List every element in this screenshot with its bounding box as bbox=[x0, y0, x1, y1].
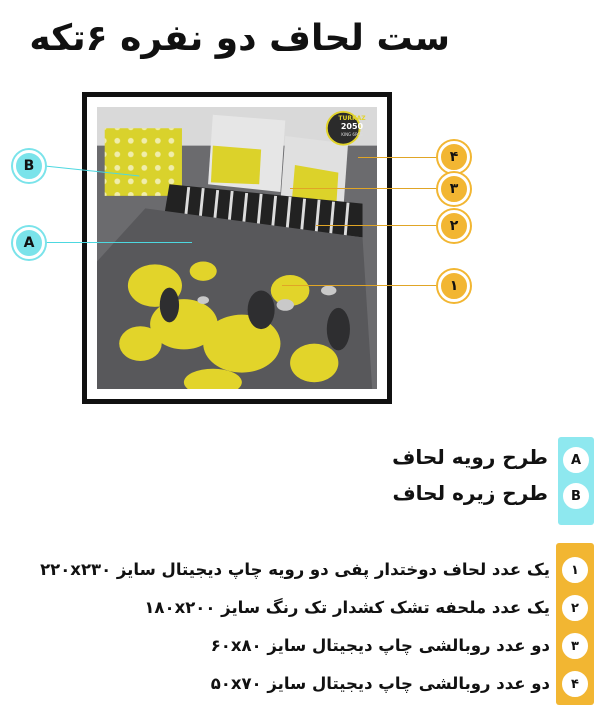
brand-badge bbox=[335, 115, 369, 139]
legend-marker-b: B bbox=[563, 483, 589, 509]
legend-ab-strip bbox=[558, 437, 594, 525]
legend-marker-2: ۲ bbox=[562, 595, 588, 621]
callout-marker-2: ۲ bbox=[438, 210, 470, 242]
callout-line-a bbox=[40, 242, 192, 243]
callout-marker-4: ۴ bbox=[438, 141, 470, 173]
legend-marker-4: ۴ bbox=[562, 671, 588, 697]
callout-marker-a: A bbox=[13, 227, 45, 259]
callout-line-2 bbox=[316, 225, 440, 226]
legend-text-2: یک عدد ملحفه تشک کشدار تک رنگ سایز ۱۸۰x۲۰۰ bbox=[144, 598, 550, 617]
product-photo-frame bbox=[82, 92, 392, 404]
callout-line-3 bbox=[290, 188, 440, 189]
brand-badge-name: TURKAZ bbox=[338, 115, 366, 122]
brand-badge-sub: KING 6PCS bbox=[341, 132, 363, 137]
legend-text-b: طرح زیره لحاف bbox=[392, 481, 548, 505]
legend-marker-3: ۳ bbox=[562, 633, 588, 659]
legend-text-3: دو عدد روبالشی چاپ دیجیتال سایز ۶۰x۸۰ bbox=[210, 636, 550, 655]
brand-badge-number: 2050 bbox=[340, 122, 364, 131]
callout-marker-1: ۱ bbox=[438, 270, 470, 302]
legend-numbers-strip bbox=[556, 543, 594, 705]
product-photo bbox=[97, 107, 377, 389]
page-title: ست لحاف دو نفره ۶تکه bbox=[29, 18, 450, 59]
callout-marker-3: ۳ bbox=[438, 173, 470, 205]
legend-text-a: طرح رویه لحاف bbox=[392, 445, 548, 469]
legend-marker-a: A bbox=[563, 447, 589, 473]
legend-text-4: دو عدد روبالشی چاپ دیجیتال سایز ۵۰x۷۰ bbox=[210, 674, 550, 693]
bedding-illustration bbox=[97, 107, 377, 389]
callout-line-4 bbox=[358, 157, 440, 158]
callout-line-1 bbox=[282, 285, 440, 286]
legend-text-1: یک عدد لحاف دوختدار پفی دو رویه چاپ دیجیتال سایز ۲۲۰x۲۳۰ bbox=[40, 560, 550, 579]
legend-marker-1: ۱ bbox=[562, 557, 588, 583]
callout-marker-b: B bbox=[13, 150, 45, 182]
